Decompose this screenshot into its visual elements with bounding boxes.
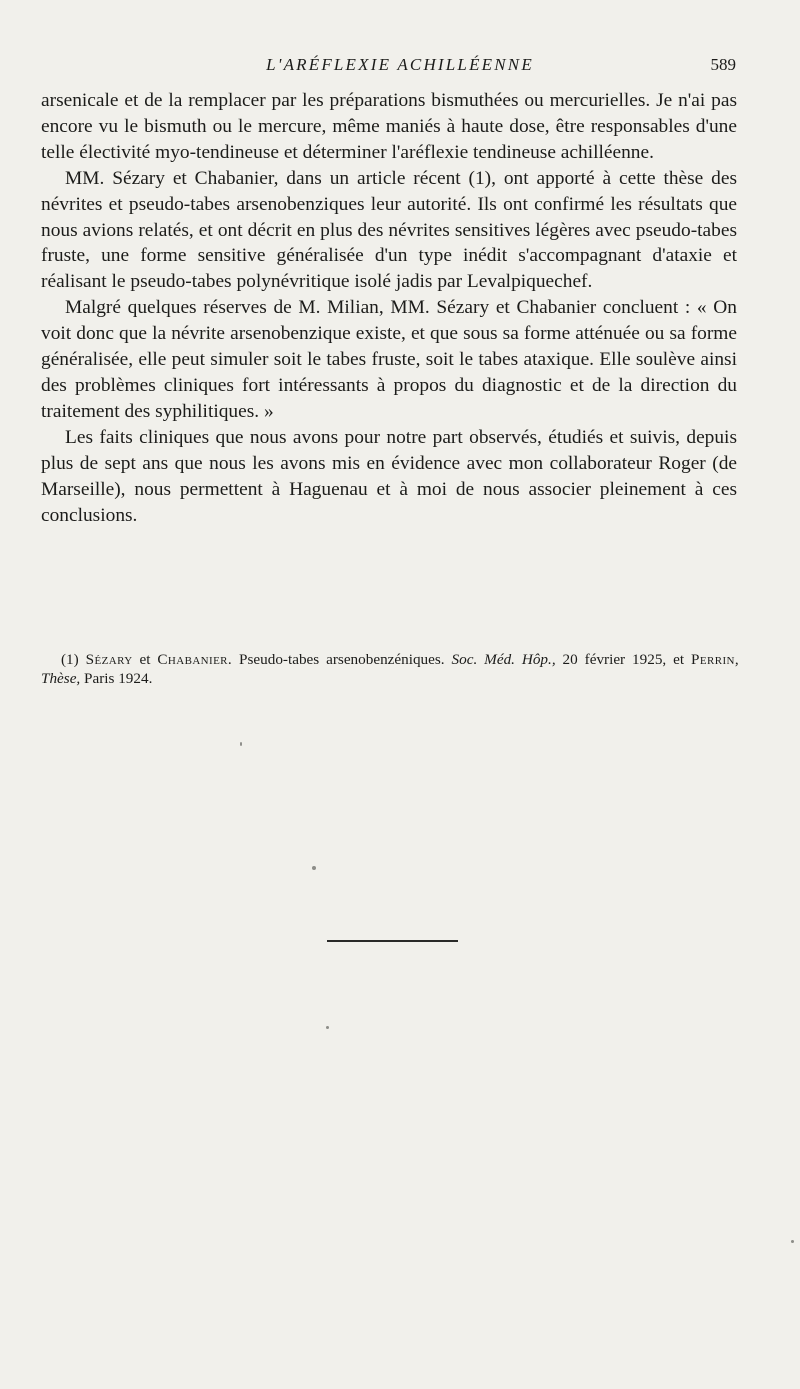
paper-speck [326,1026,329,1029]
footnote-marker: (1) [61,651,79,668]
footnote-date: 20 février 1925, [562,651,667,668]
paragraph-4: Les faits cliniques que nous avons pour notre part observés, étudiés et suivis, depuis plus de sept ans que nous les avons mis en évidence avec mon collaborateur Roger (de Marseille), nous permettent à Haguenau et à moi de nous associer pleinement à ces conclusions. [41,426,737,526]
paragraph-2: MM. Sézary et Chabanier, dans un article récent (1), ont apporté à cette thèse des névrites et pseudo-tabes arsenobenziques leur autorité. Ils ont confirmé les résultats que nous avions relatés, et ont décrit en plus des névrites sensitives légères avec pseudo-tabes fruste, une forme sensitive généralisée d'un type inédit s'accompagnant d'ataxie et réalisant le pseudo-tabes polynévritique isolé jadis par Levalpiquechef. [41,167,737,293]
body-text [41,88,737,528]
footnote-author-3: Perrin, [691,651,740,668]
footnote [41,650,739,688]
paper-speck [240,742,242,746]
page-number: 589 [710,55,736,74]
footnote-conjunction-2: et [673,651,685,668]
paragraph-1: arsenicale et de la remplacer par les préparations bismuthées ou mercurielles. Je n'ai pas encore vu le bismuth ou le mercure, même maniés à haute dose, être responsables d'une telle électivité myo-tendineuse et déterminer l'aréflexie tendineuse achilléenne. [41,90,737,163]
paper-speck [312,866,316,870]
paragraph-3: Malgré quelques réserves de M. Milian, MM. Sézary et Chabanier concluent : « On voit donc que la névrite arsenobenzique existe, et que sous sa forme atténuée ou sa forme généralisée, elle peut simuler soit le tabes fruste, soit le tabes ataxique. Elle soulève ainsi des problèmes cliniques fort intéressants à propos du diagnostic et de la direction du traitement des syphilitiques. » [41,297,737,422]
footnote-thesis: Thèse, [41,670,81,687]
running-head [0,50,800,80]
footnote-journal: Soc. Méd. Hôp., [451,651,556,668]
running-title: L'ARÉFLEXIE ACHILLÉENNE [266,55,534,74]
end-rule [327,940,458,942]
footnote-title: Pseudo-tabes arsenobenzéniques. [239,651,445,668]
footnote-author-1: Sézary [85,651,133,668]
footnote-author-2: Chabanier. [157,651,233,668]
footnote-text [41,650,739,688]
paper-speck [791,1240,794,1243]
footnote-place-year: Paris 1924. [84,670,153,687]
footnote-conjunction-1: et [139,651,151,668]
